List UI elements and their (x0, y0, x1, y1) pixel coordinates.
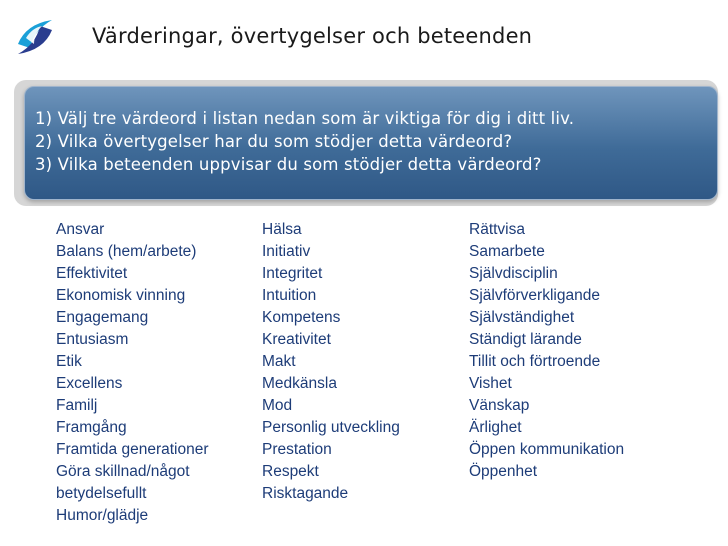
value-item: Balans (hem/arbete) (56, 243, 197, 260)
value-item: Familj (56, 397, 98, 414)
value-item: Ständigt lärande (469, 331, 582, 348)
value-item: Självständighet (469, 309, 575, 326)
value-item: Framtida generationer (56, 441, 209, 458)
values-column-2 (262, 219, 400, 505)
value-item: Öppen kommunikation (469, 441, 625, 458)
value-item: Integritet (262, 265, 323, 282)
value-item: Vänskap (469, 397, 530, 414)
value-item: Kreativitet (262, 331, 331, 348)
value-item: Initiativ (262, 243, 311, 260)
value-item: Samarbete (469, 243, 545, 260)
value-item: Engagemang (56, 309, 149, 326)
value-item: Vishet (469, 375, 512, 392)
value-item: Hälsa (262, 221, 302, 238)
value-item: Medkänsla (262, 375, 337, 392)
instruction-2: 2) Vilka övertygelser har du som stödjer detta värdeord? (35, 132, 513, 151)
value-item: Risktagande (262, 485, 349, 502)
value-item: Självdisciplin (469, 265, 558, 282)
value-item: Personlig utveckling (262, 419, 400, 436)
value-item: Tillit och förtroende (469, 353, 601, 370)
values-column-1 (56, 219, 209, 527)
instructions-banner (24, 86, 718, 200)
value-item: Humor/glädje (56, 507, 149, 524)
value-item: Prestation (262, 441, 332, 458)
page-title: Värderingar, övertygelser och beteenden (92, 24, 533, 48)
value-item: Ärlighet (469, 419, 522, 436)
value-item: Mod (262, 397, 293, 414)
value-item: betydelsefullt (56, 485, 147, 502)
value-item: Kompetens (262, 309, 341, 326)
value-item: Makt (262, 353, 296, 370)
value-item: Ansvar (56, 221, 105, 238)
value-item: Självförverkligande (469, 287, 600, 304)
value-item: Framgång (56, 419, 127, 436)
value-item: Rättvisa (469, 221, 525, 238)
value-item: Etik (56, 353, 82, 370)
value-item: Entusiasm (56, 331, 129, 348)
value-item: Respekt (262, 463, 319, 480)
value-item: Öppenhet (469, 463, 538, 480)
values-column-3 (469, 219, 624, 483)
value-item: Intuition (262, 287, 317, 304)
instruction-3: 3) Vilka beteenden uppvisar du som stödjer detta värdeord? (35, 155, 542, 174)
value-item: Effektivitet (56, 265, 128, 282)
spiral-logo-icon (12, 14, 58, 60)
value-item: Ekonomisk vinning (56, 287, 186, 304)
instruction-1: 1) Välj tre värdeord i listan nedan som är viktiga för dig i ditt liv. (35, 109, 575, 128)
value-item: Excellens (56, 375, 123, 392)
value-item: Göra skillnad/något (56, 463, 190, 480)
